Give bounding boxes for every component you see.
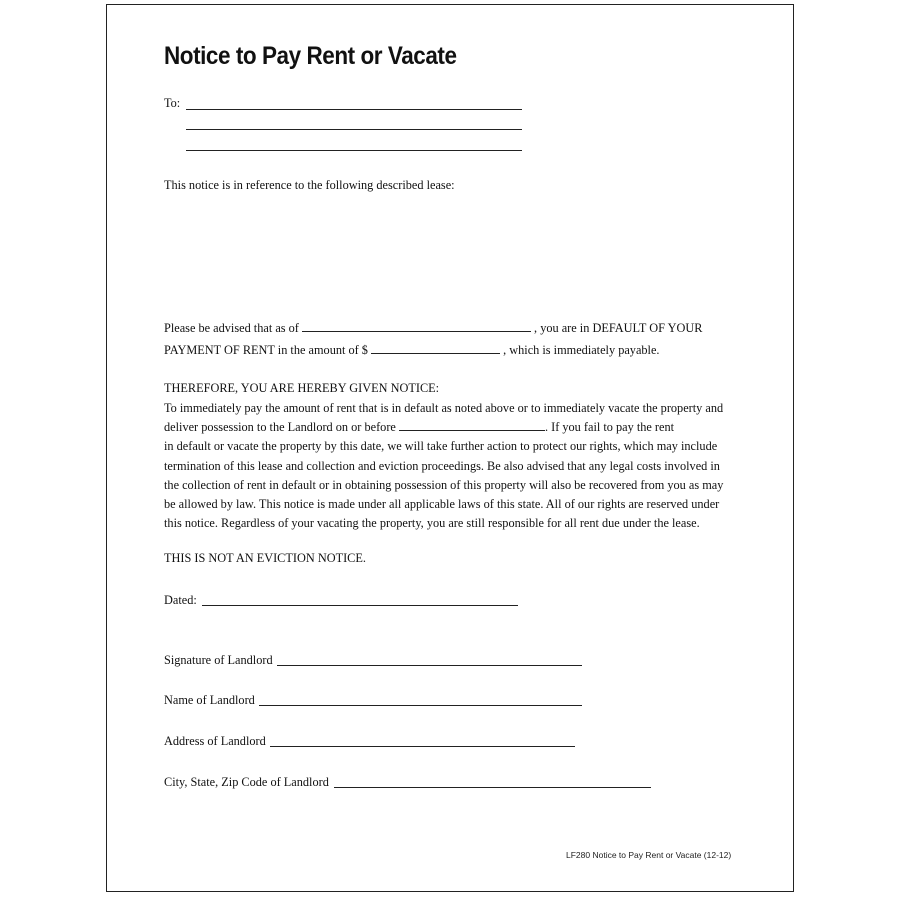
signature-label: Signature of Landlord <box>164 653 273 667</box>
to-label: To: <box>164 96 181 110</box>
form-footer-code: LF280 Notice to Pay Rent or Vacate (12-12) <box>566 850 732 860</box>
to-line-1[interactable] <box>186 109 522 110</box>
default-line-2-pre: PAYMENT OF RENT in the amount of $ <box>164 343 368 357</box>
body-line-3: in default or vacate the property by this date, we will take further action to protect our rights, which may include <box>164 439 718 454</box>
rent-amount-field[interactable] <box>371 342 500 354</box>
name-label: Name of Landlord <box>164 693 255 707</box>
to-line-2[interactable] <box>186 129 522 130</box>
default-line-1 <box>164 320 702 335</box>
body-line-5: the collection of rent in default or in obtaining possession of this property will also be recovered from you as may <box>164 477 724 492</box>
dated-field[interactable] <box>202 605 518 606</box>
address-label: Address of Landlord <box>164 734 266 748</box>
notice-heading: THEREFORE, YOU ARE HEREBY GIVEN NOTICE: <box>164 381 440 395</box>
default-line-1-pre: Please be advised that as of <box>164 321 299 335</box>
default-line-2-post: , which is immediately payable. <box>503 343 660 357</box>
dated-label: Dated: <box>164 593 197 607</box>
city-state-zip-label: City, State, Zip Code of Landlord <box>164 775 329 789</box>
body-line-2-post: . If you fail to pay the rent <box>544 420 675 435</box>
lease-reference-text: This notice is in reference to the following described lease: <box>164 178 455 192</box>
default-line-1-post: , you are in DEFAULT OF YOUR <box>534 321 703 335</box>
body-line-1: To immediately pay the amount of rent that is in default as noted above or to immediately vacate the property and <box>164 401 724 415</box>
signature-field[interactable] <box>277 665 582 666</box>
not-eviction-notice: THIS IS NOT AN EVICTION NOTICE. <box>164 551 366 565</box>
city-state-zip-field[interactable] <box>334 787 651 788</box>
default-date-field[interactable] <box>302 320 531 332</box>
to-line-3[interactable] <box>186 150 522 151</box>
address-field[interactable] <box>270 746 575 747</box>
body-line-2-pre: deliver possession to the Landlord on or before <box>164 420 396 435</box>
notice-body <box>164 399 734 533</box>
vacate-date-field[interactable] <box>399 419 545 431</box>
form-title: Notice to Pay Rent or Vacate <box>164 42 457 70</box>
body-line-4: termination of this lease and collection and eviction proceedings. Be also advised that any legal costs involved in <box>164 458 720 473</box>
default-line-2 <box>164 342 660 357</box>
body-line-2 <box>164 418 734 437</box>
body-line-6: be allowed by law. This notice is made under all applicable laws of this state. All of our rights are reserved under <box>164 497 720 512</box>
name-field[interactable] <box>259 705 582 706</box>
body-line-7: this notice. Regardless of your vacating the property, you are still responsible for all rent due under the lease. <box>164 516 700 531</box>
